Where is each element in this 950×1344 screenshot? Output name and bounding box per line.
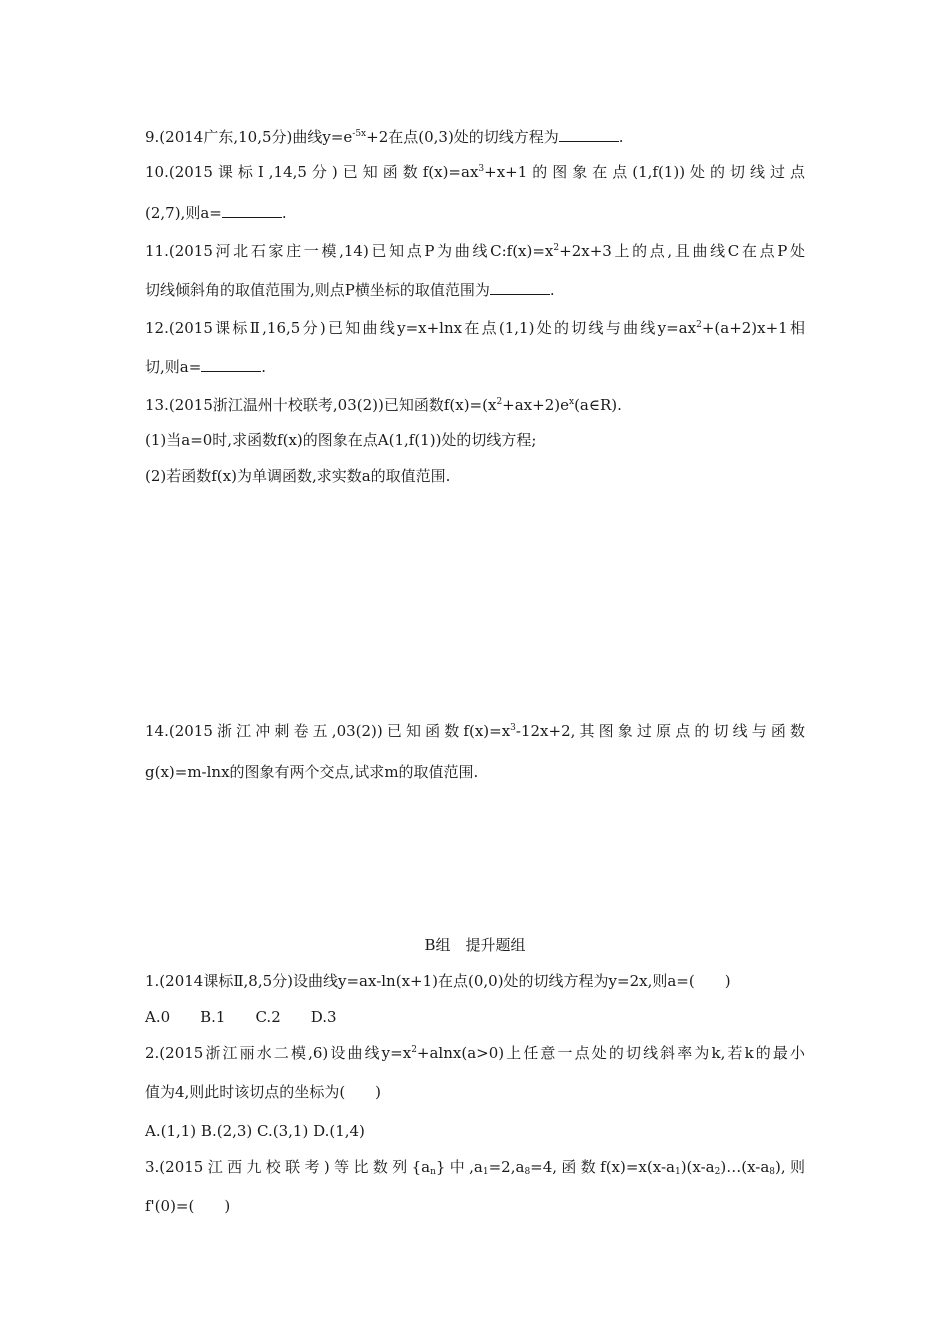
b-question-2-options: A.(1,1) B.(2,3) C.(3,1) D.(1,4) bbox=[145, 1122, 365, 1140]
problem-9-text-pre: 9.(2014广东,10,5分)曲线y=e bbox=[145, 128, 353, 146]
problem-13-part-2: (2)若函数f(x)为单调函数,求实数a的取值范围. bbox=[145, 467, 451, 485]
answer-blank[interactable] bbox=[201, 359, 261, 372]
problem-11-text-pre: 11.(2015河北石家庄一模,14)已知点P为曲线C:f(x)=x bbox=[145, 242, 554, 260]
b-question-3-sub-1: 1 bbox=[482, 1167, 489, 1177]
b-question-2-text-pre: 2.(2015浙江丽水二模,6)设曲线y=x bbox=[145, 1044, 412, 1062]
problem-13-exponent: 2 bbox=[496, 397, 503, 407]
problem-14-exponent: 3 bbox=[510, 723, 516, 733]
answer-blank[interactable] bbox=[222, 205, 282, 218]
problem-12-text-pre: 12.(2015课标Ⅱ,16,5分)已知曲线y=x+lnx在点(1,1)处的切线与曲线y=ax bbox=[145, 319, 697, 337]
b-question-3-text-3: =2,a bbox=[488, 1158, 525, 1176]
b-question-2-line-1 bbox=[145, 1043, 805, 1063]
b-question-3-line-1 bbox=[145, 1157, 805, 1177]
problem-12-line-1 bbox=[145, 318, 805, 338]
problem-14-text-pre: 14.(2015浙江冲刺卷五,03(2))已知函数f(x)=x bbox=[145, 722, 511, 740]
b-question-2-text-post: +alnx(a>0)上任意一点处的切线斜率为k,若k的最小 bbox=[416, 1044, 805, 1062]
problem-12-exponent: 2 bbox=[696, 320, 702, 330]
b-question-3-text-4: =4,函数f(x)=x(x-a bbox=[530, 1158, 675, 1176]
problem-12-text-post: +(a+2)x+1相 bbox=[701, 319, 805, 337]
b-question-1-options: A.0 B.1 C.2 D.3 bbox=[145, 1008, 337, 1026]
b-question-3-sub-8: 8 bbox=[524, 1167, 531, 1177]
b-question-1-stem: 1.(2014课标Ⅱ,8,5分)设曲线y=ax-ln(x+1)在点(0,0)处的切线方程为y=2x,则a=( ) bbox=[145, 972, 731, 990]
problem-13-text-post: (a∈R). bbox=[574, 396, 622, 414]
b-question-3-line-2: f'(0)=( ) bbox=[145, 1197, 231, 1215]
b-question-3-text-5: )(x-a bbox=[680, 1158, 715, 1176]
b-question-3-sub-a1: 1 bbox=[674, 1167, 681, 1177]
section-b-title: B组 提升题组 bbox=[424, 936, 526, 954]
b-question-3-text-7: ),则 bbox=[775, 1158, 806, 1176]
answer-blank[interactable] bbox=[490, 282, 550, 295]
problem-11-end: . bbox=[549, 281, 555, 299]
problem-12-line-2 bbox=[145, 357, 266, 377]
problem-12-end: . bbox=[261, 358, 267, 376]
problem-9-end: . bbox=[618, 128, 624, 146]
problem-10-line-2-text: (2,7),则a= bbox=[145, 204, 222, 222]
problem-12-line-2-text: 切,则a= bbox=[145, 358, 202, 376]
problem-13-line-1 bbox=[145, 395, 622, 415]
b-question-3-text-6: )…(x-a bbox=[720, 1158, 770, 1176]
problem-10-exponent: 3 bbox=[478, 164, 485, 174]
b-question-3-text-1: 3.(2015江西九校联考)等比数列{a bbox=[145, 1158, 431, 1176]
problem-10-text-post: +x+1的图象在点(1,f(1))处的切线过点 bbox=[484, 163, 805, 181]
problem-11-line-2 bbox=[145, 280, 555, 300]
problem-13-text-mid: +ax+2)e bbox=[502, 396, 569, 414]
problem-9 bbox=[145, 127, 624, 147]
problem-14-text-post: -12x+2,其图象过原点的切线与函数 bbox=[515, 722, 805, 740]
b-question-3-sub-a2: 2 bbox=[714, 1167, 721, 1177]
b-question-2-exponent: 2 bbox=[411, 1045, 417, 1055]
b-question-2-line-2: 值为4,则此时该切点的坐标为( ) bbox=[145, 1083, 382, 1101]
problem-13-text-pre: 13.(2015浙江温州十校联考,03(2))已知函数f(x)=(x bbox=[145, 396, 497, 414]
problem-9-exponent: -5x bbox=[352, 129, 367, 139]
problem-9-text-post: +2在点(0,3)处的切线方程为 bbox=[366, 128, 559, 146]
problem-10-line-2 bbox=[145, 203, 287, 223]
problem-10-text-pre: 10.(2015课标Ⅰ,14,5分)已知函数f(x)=ax bbox=[145, 163, 479, 181]
b-question-3-text-2: }中,a bbox=[435, 1158, 483, 1176]
problem-13-part-1: (1)当a=0时,求函数f(x)的图象在点A(1,f(1))处的切线方程; bbox=[145, 431, 537, 449]
problem-11-exponent: 2 bbox=[553, 243, 560, 253]
problem-11-line-1 bbox=[145, 241, 805, 261]
problem-10-end: . bbox=[281, 204, 287, 222]
problem-10-line-1 bbox=[145, 162, 805, 182]
problem-13-exponent-x: x bbox=[568, 397, 575, 407]
answer-blank[interactable] bbox=[559, 129, 619, 142]
b-question-3-sub-a8: 8 bbox=[769, 1167, 776, 1177]
problem-14-line-2: g(x)=m-lnx的图象有两个交点,试求m的取值范围. bbox=[145, 763, 479, 781]
problem-11-line-2-text: 切线倾斜角的取值范围为,则点P横坐标的取值范围为 bbox=[145, 281, 490, 299]
problem-11-text-post: +2x+3上的点,且曲线C在点P处 bbox=[559, 242, 805, 260]
problem-14-line-1 bbox=[145, 721, 805, 741]
b-question-3-sub-n: n bbox=[430, 1167, 436, 1177]
